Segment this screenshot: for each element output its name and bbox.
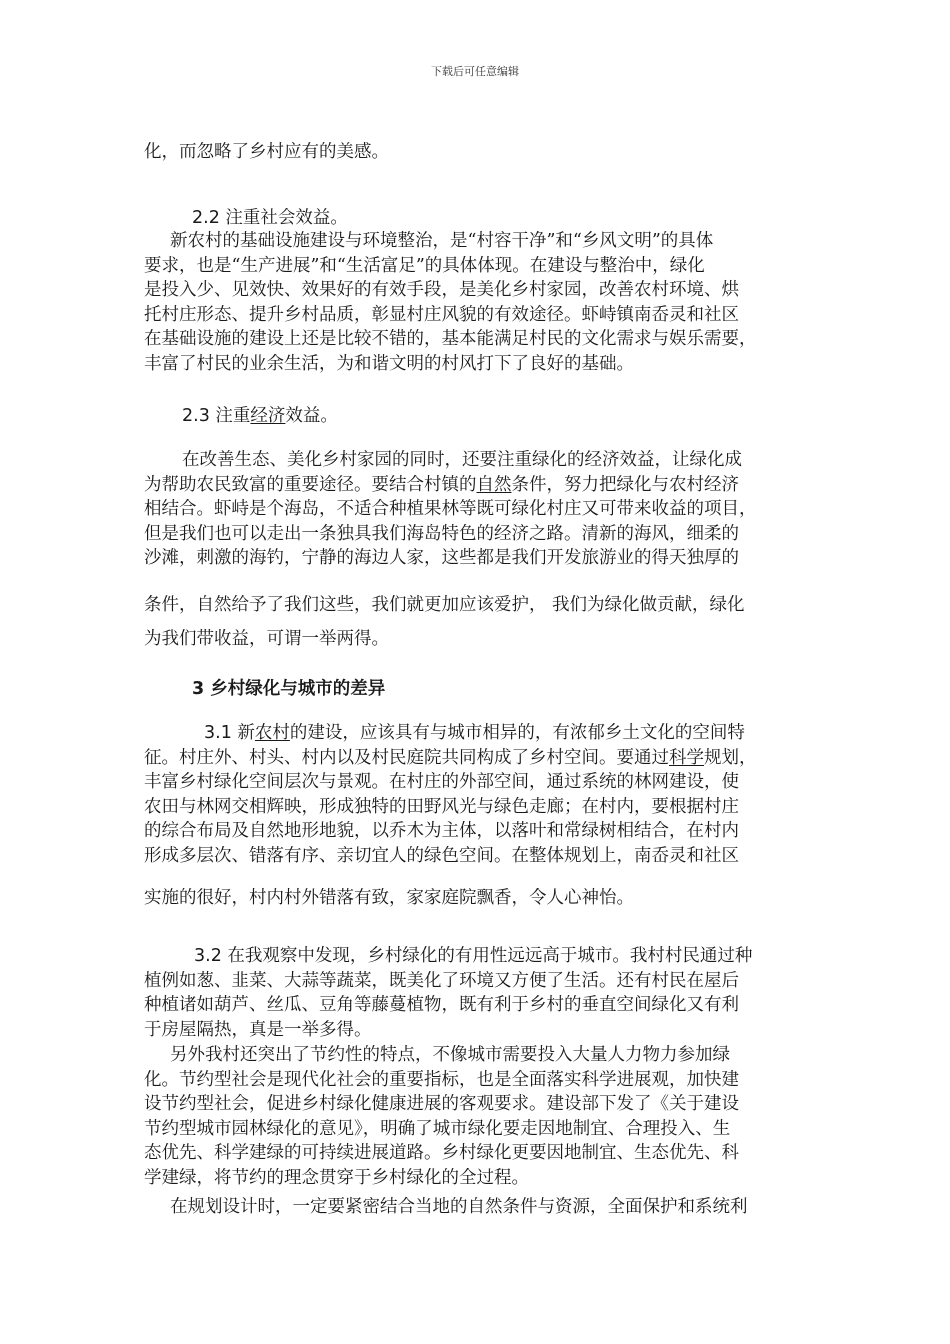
nature-link[interactable]: 自然 xyxy=(476,474,512,495)
body-line: 3.2 在我观察中发现，乡村绿化的有用性远远高于城市。我村村民通过种 xyxy=(194,946,753,966)
body-line: 丰富乡村绿化空间层次与景观。在村庄的外部空间，通过系统的林网建设，使 xyxy=(144,772,739,793)
body-line: 节约型城市园林绿化的意见》，明确了城市绿化要走因地制宜、合理投入、生 xyxy=(144,1118,731,1139)
body-line: 的综合布局及自然地形地貌，以乔木为主体，以落叶和常绿树相结合，在村内 xyxy=(144,821,739,842)
body-line: 化。节约型社会是现代化社会的重要指标，也是全面落实科学进展观，加快建 xyxy=(144,1069,739,1090)
section-3-2-body xyxy=(144,944,820,1042)
body-line: 丰富了村民的业余生活，为和谐文明的村风打下了良好的基础。 xyxy=(144,353,634,374)
body-line: 相结合。虾峙是个海岛，不适合种植果林等既可绿化村庄又可带来收益的项目， xyxy=(144,499,757,520)
body-line: 设节约型社会，促进乡村绿化健康进展的客观要求。建设部下发了《关于建设 xyxy=(144,1094,739,1115)
body-line: 植例如葱、韭菜、大蒜等蔬菜，既美化了环境又方便了生活。还有村民在屋后 xyxy=(144,970,739,991)
body-line: 于房屋隔热，真是一举多得。 xyxy=(144,1019,372,1040)
science-link[interactable]: 科学 xyxy=(669,747,704,768)
section-3-1-body-tail xyxy=(144,886,820,911)
body-line: 3.1 新农村的建设，应该具有与城市相异的，有浓郁乡土文化的空间特 xyxy=(204,723,745,743)
section-2-3-body xyxy=(144,448,820,571)
body-line: 要求，也是“生产进展”和“生活富足”的具体体现。在建设与整治中，绿化 xyxy=(144,255,705,276)
section-2-2-heading: 2.2 注重社会效益。 xyxy=(192,208,348,228)
savings-paragraph xyxy=(144,1043,820,1191)
body-line: 另外我村还突出了节约性的特点，不像城市需要投入大量人力物力参加绿 xyxy=(170,1045,730,1065)
body-line: 形成多层次、错落有序、亲切宜人的绿色空间。在整体规划上，南岙灵和社区 xyxy=(144,845,739,866)
body-line: 为我们带收益，可谓一举两得。 xyxy=(144,629,389,649)
body-line: 农田与林网交相辉映，形成独特的田野风光与绿色走廊；在村内，要根据村庄 xyxy=(144,796,739,817)
body-line: 态优先、科学建绿的可持续进展道路。乡村绿化更要因地制宜、生态优先、科 xyxy=(144,1143,739,1164)
body-line: 但是我们也可以走出一条独具我们海岛特色的经济之路。清新的海风，细柔的 xyxy=(144,523,739,544)
countryside-link[interactable]: 农村 xyxy=(254,723,290,743)
section-3-heading: 3 乡村绿化与城市的差异 xyxy=(192,679,386,699)
body-line: 学建绿，将节约的理念贯穿于乡村绿化的全过程。 xyxy=(144,1167,529,1188)
body-line: 是投入少、见效快、效果好的有效手段，是美化乡村家园，改善农村环境、烘 xyxy=(144,280,739,301)
section-2-3-heading: 2.3 注重经济效益。 xyxy=(182,406,338,426)
body-line: 沙滩，刺激的海钓，宁静的海边人家，这些都是我们开发旅游业的得天独厚的 xyxy=(144,548,739,569)
page-header: 下载后可任意编辑 xyxy=(431,65,519,78)
body-line: 新农村的基础设施建设与环境整治，是“村容干净”和“乡风文明”的具体 xyxy=(170,231,714,251)
intro-paragraph: 化，而忽略了乡村应有的美感。 xyxy=(144,142,389,162)
section-2-3-body-tail xyxy=(144,588,820,656)
body-line: 种植诸如葫芦、丝瓜、豆角等藤蔓植物，既有利于乡村的垂直空间绿化又有利 xyxy=(144,995,739,1016)
body-line: 实施的很好，村内村外错落有致，家家庭院飘香，令人心神怡。 xyxy=(144,888,634,908)
body-line: 在改善生态、美化乡村家园的同时，还要注重绿化的经济效益，让绿化成 xyxy=(182,450,742,470)
economy-link[interactable]: 经济 xyxy=(250,406,286,426)
body-line: 在规划设计时，一定要紧密结合当地的自然条件与资源，全面保护和系统利 xyxy=(170,1197,748,1217)
body-line: 托村庄形态、提升乡村品质，彰显村庄风貌的有效途径。虾峙镇南岙灵和社区 xyxy=(144,304,739,325)
section-3-1-body xyxy=(144,721,820,869)
body-line: 为帮助农民致富的重要途径。要结合村镇的自然条件，努力把绿化与农村经济 xyxy=(144,474,739,495)
body-line: 条件，自然给予了我们这些，我们就更加应该爱护， 我们为绿化做贡献，绿化 xyxy=(144,595,745,615)
body-line: 在基础设施的建设上还是比较不错的，基本能满足村民的文化需求与娱乐需要， xyxy=(144,329,757,350)
body-line: 征。村庄外、村头、村内以及村民庭院共同构成了乡村空间。要通过科学规划， xyxy=(144,747,757,768)
section-2-2-body xyxy=(144,229,820,377)
planning-paragraph xyxy=(144,1195,820,1220)
